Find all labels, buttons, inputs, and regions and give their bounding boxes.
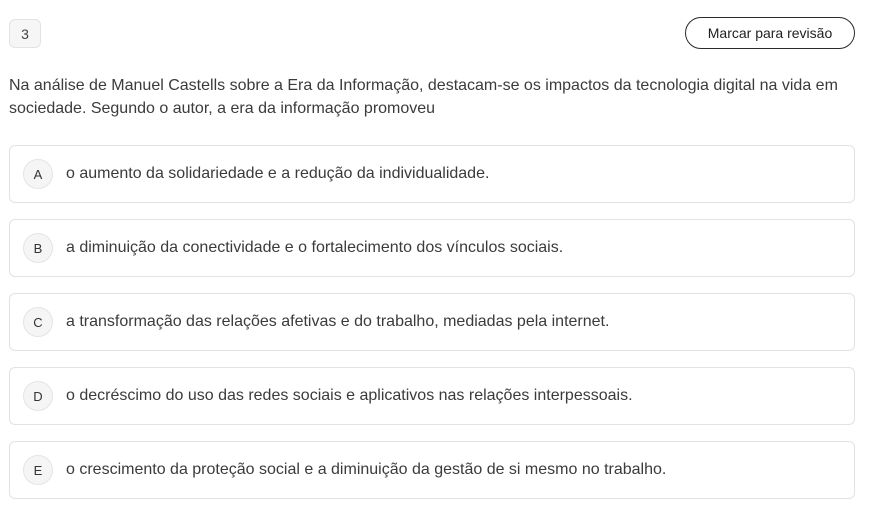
answer-option-a[interactable] (9, 145, 855, 203)
option-letter-badge: A (23, 159, 53, 189)
question-number-badge: 3 (9, 19, 41, 48)
mark-for-review-button[interactable]: Marcar para revisão (685, 17, 855, 49)
question-text: Na análise de Manuel Castells sobre a Era da Informação, destacam-se os impactos da tecnologia digital na vida em sociedade. Segundo o autor, a era da informação promoveu (9, 77, 838, 117)
answer-option-d[interactable] (9, 367, 855, 425)
option-text: o crescimento da proteção social e a diminuição da gestão de si mesmo no trabalho. (66, 461, 667, 478)
answer-option-b[interactable] (9, 219, 855, 277)
option-letter-badge: B (23, 233, 53, 263)
option-letter-badge: D (23, 381, 53, 411)
answer-options-list (9, 145, 855, 514)
option-text: a diminuição da conectividade e o fortalecimento dos vínculos sociais. (66, 239, 564, 256)
answer-option-e[interactable] (9, 441, 855, 499)
option-letter-badge: E (23, 455, 53, 485)
answer-option-c[interactable] (9, 293, 855, 351)
option-letter-badge: C (23, 307, 53, 337)
option-text: o decréscimo do uso das redes sociais e aplicativos nas relações interpessoais. (66, 387, 633, 404)
option-text: o aumento da solidariedade e a redução da individualidade. (66, 165, 490, 182)
option-text: a transformação das relações afetivas e do trabalho, mediadas pela internet. (66, 313, 610, 330)
